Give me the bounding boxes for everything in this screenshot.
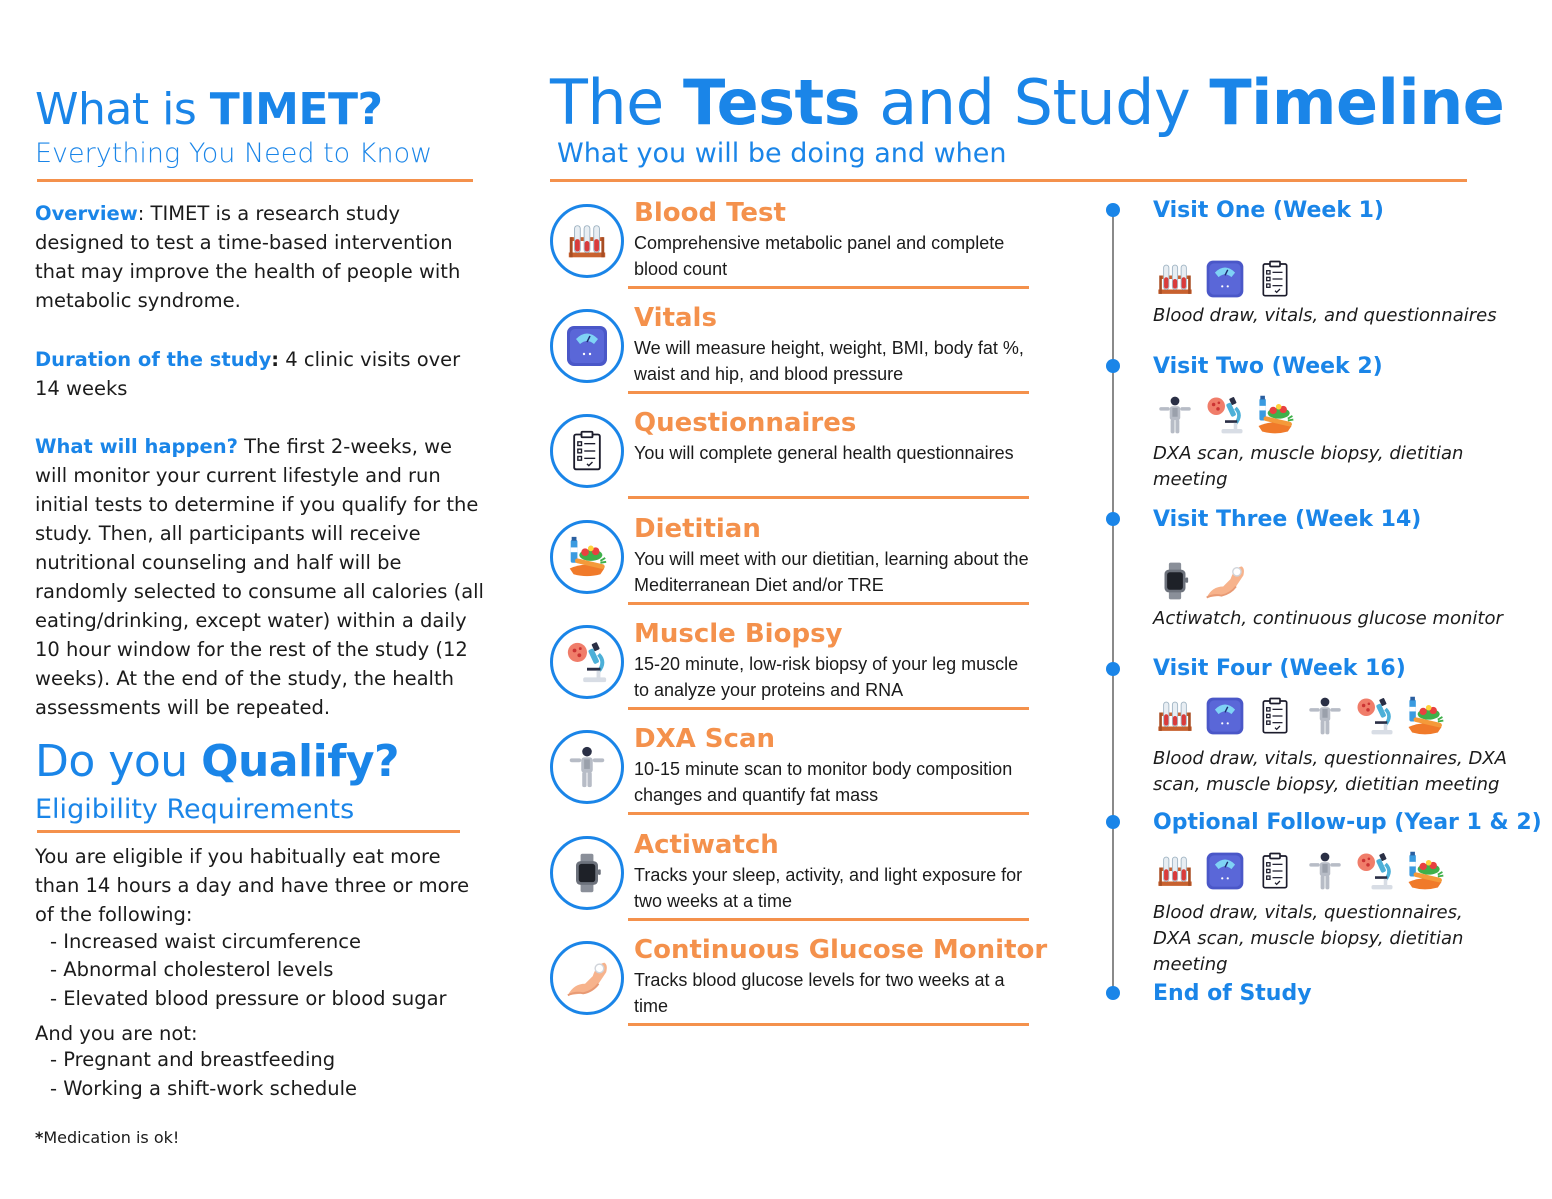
main-title xyxy=(550,66,1504,139)
note-star: * xyxy=(35,1128,44,1147)
main-title-bold: Timeline xyxy=(1209,66,1505,139)
overview-label: Overview xyxy=(35,202,138,225)
main-divider xyxy=(550,179,1467,182)
main-title-part: and Study xyxy=(860,66,1210,139)
duration-colon: : xyxy=(271,348,280,371)
visit-description: Blood draw, vitals, questionnaires, DXA scan, muscle biopsy, dietitian meeting xyxy=(1153,748,1507,795)
qualify-divider xyxy=(37,830,460,833)
body-scan-icon xyxy=(1303,694,1347,738)
scale-icon xyxy=(1203,694,1247,738)
qualify-title xyxy=(35,736,399,787)
visit-description: Blood draw, vitals, and questionnaires xyxy=(1153,305,1497,326)
duration-paragraph xyxy=(35,345,490,403)
microscope-icon xyxy=(1353,694,1397,738)
visit-title: Visit Two (Week 2) xyxy=(1153,354,1383,379)
visit-icons xyxy=(1153,849,1447,893)
body-scan-icon xyxy=(1303,849,1347,893)
happen-paragraph xyxy=(35,432,490,722)
test-description: 15-20 minute, low-risk biopsy of your leg muscle to analyze your proteins and RNA xyxy=(634,654,1019,700)
left-subtitle: Everything You Need to Know xyxy=(35,138,433,169)
scale-icon xyxy=(550,309,624,383)
main-subtitle: What you will be doing and when xyxy=(557,138,1007,169)
test-name: Actiwatch xyxy=(634,830,779,860)
arm-sensor-icon xyxy=(550,941,624,1015)
test-name: Continuous Glucose Monitor xyxy=(634,935,1048,965)
test-description: We will measure height, weight, BMI, body fat %, waist and hip, and blood pressure xyxy=(634,338,1024,384)
visit-title: Visit Four (Week 16) xyxy=(1153,656,1406,681)
watch-icon xyxy=(1153,559,1197,603)
visit-title: Optional Follow-up (Year 1 & 2) xyxy=(1153,810,1542,835)
clipboard-icon xyxy=(1253,694,1297,738)
test-name: Dietitian xyxy=(634,514,761,544)
visit-title: End of Study xyxy=(1153,981,1312,1006)
criteria-item: - Elevated blood pressure or blood sugar xyxy=(50,987,447,1010)
criteria-item: - Increased waist circumference xyxy=(50,930,361,953)
clipboard-icon xyxy=(550,414,624,488)
test-description: 10-15 minute scan to monitor body composition changes and quantify fat mass xyxy=(634,759,1013,805)
left-title xyxy=(35,84,383,135)
visit-description: Actiwatch, continuous glucose monitor xyxy=(1153,608,1503,629)
clipboard-icon xyxy=(1253,257,1297,301)
blood-test-icon xyxy=(1153,694,1197,738)
exclusion-item: - Working a shift-work schedule xyxy=(50,1077,358,1100)
test-name: Muscle Biopsy xyxy=(634,619,843,649)
main-title-bold: Tests xyxy=(683,66,861,139)
test-divider xyxy=(628,707,1029,710)
timeline-dot xyxy=(1106,662,1120,676)
visit-title: Visit One (Week 1) xyxy=(1153,198,1384,223)
microscope-icon xyxy=(1203,393,1247,437)
visit-title: Visit Three (Week 14) xyxy=(1153,507,1422,532)
happen-label: What will happen? xyxy=(35,435,238,458)
duration-text: 4 clinic visits over 14 weeks xyxy=(35,348,461,400)
timeline-dot xyxy=(1106,986,1120,1000)
test-description: You will meet with our dietitian, learning about the Mediterranean Diet and/or TRE xyxy=(634,549,1029,595)
test-description: Comprehensive metabolic panel and complete blood count xyxy=(634,233,1005,279)
note-text: Medication is ok! xyxy=(43,1128,180,1147)
visit-description: DXA scan, muscle biopsy, dietitian meeting xyxy=(1153,443,1464,490)
test-name: Vitals xyxy=(634,303,717,333)
left-divider xyxy=(37,179,473,182)
microscope-icon xyxy=(1353,849,1397,893)
microscope-icon xyxy=(550,625,624,699)
visit-icons xyxy=(1153,393,1297,437)
visit-description: Blood draw, vitals, questionnaires, DXA scan, muscle biopsy, dietitian meeting xyxy=(1153,902,1464,975)
visit-icons xyxy=(1153,694,1447,738)
overview-paragraph xyxy=(35,199,490,315)
medication-note xyxy=(35,1128,179,1147)
food-icon xyxy=(1403,849,1447,893)
body-scan-icon xyxy=(1153,393,1197,437)
scale-icon xyxy=(1203,849,1247,893)
test-divider xyxy=(628,286,1029,289)
test-item-blood-test xyxy=(550,198,1040,309)
test-name: Blood Test xyxy=(634,198,786,228)
duration-label: Duration of the study xyxy=(35,348,272,371)
test-item-questionnaires xyxy=(550,408,1040,519)
visit-icons xyxy=(1153,559,1247,603)
exclusion-item: - Pregnant and breastfeeding xyxy=(50,1048,336,1071)
food-icon xyxy=(550,520,624,594)
test-description: Tracks your sleep, activity, and light exposure for two weeks at a time xyxy=(634,865,1023,911)
food-icon xyxy=(1253,393,1297,437)
test-divider xyxy=(628,812,1029,815)
test-divider xyxy=(628,1023,1029,1026)
left-title-bold: TIMET? xyxy=(209,84,383,135)
qualify-title-bold: Qualify? xyxy=(201,736,400,787)
blood-test-icon xyxy=(550,204,624,278)
watch-icon xyxy=(550,836,624,910)
test-item-dxa-scan xyxy=(550,724,1040,835)
test-item-actiwatch xyxy=(550,830,1040,941)
left-title-pre: What is xyxy=(35,84,210,135)
qualify-subtitle: Eligibility Requirements xyxy=(35,794,355,825)
timeline-dot xyxy=(1106,359,1120,373)
timeline-dot xyxy=(1106,203,1120,217)
blood-test-icon xyxy=(1153,257,1197,301)
test-divider xyxy=(628,602,1029,605)
eligibility-intro: You are eligible if you habitually eat more than 14 hours a day and have three or more of the following: xyxy=(35,845,470,926)
test-name: DXA Scan xyxy=(634,724,775,754)
test-description: Tracks blood glucose levels for two weeks at a time xyxy=(634,970,1005,1016)
timeline-line xyxy=(1112,210,1114,996)
exclusions-intro: And you are not: xyxy=(35,1022,198,1045)
test-divider xyxy=(628,496,1029,499)
qualify-title-pre: Do you xyxy=(35,736,202,787)
test-description: You will complete general health questionnaires xyxy=(634,443,1014,463)
timeline-dot xyxy=(1106,815,1120,829)
happen-text: The first 2-weeks, we will monitor your current lifestyle and run initial tests to determine if you qualify for the study. Then, all participants will receive nutritional counseling and half will be randomly selected to consume all calories (all eating/drinking, except water) within a daily 10 hour window for the rest of the study (12 weeks). At the end of the study, the health assessments will be repeated. xyxy=(35,435,484,719)
blood-test-icon xyxy=(1153,849,1197,893)
test-divider xyxy=(628,391,1029,394)
arm-sensor-icon xyxy=(1203,559,1247,603)
test-item-muscle-biopsy xyxy=(550,619,1040,730)
overview-text: : TIMET is a research study designed to test a time-based intervention that may improve the health of people with metabolic syndrome. xyxy=(35,202,461,312)
visit-icons xyxy=(1153,257,1297,301)
test-item-vitals xyxy=(550,303,1040,414)
test-name: Questionnaires xyxy=(634,408,857,438)
scale-icon xyxy=(1203,257,1247,301)
test-divider xyxy=(628,918,1029,921)
body-scan-icon xyxy=(550,730,624,804)
criteria-item: - Abnormal cholesterol levels xyxy=(50,958,334,981)
main-title-part: The xyxy=(550,66,684,139)
timeline-dot xyxy=(1106,512,1120,526)
food-icon xyxy=(1403,694,1447,738)
clipboard-icon xyxy=(1253,849,1297,893)
test-item-dietitian xyxy=(550,514,1040,625)
test-item-glucose-monitor xyxy=(550,935,1048,1046)
